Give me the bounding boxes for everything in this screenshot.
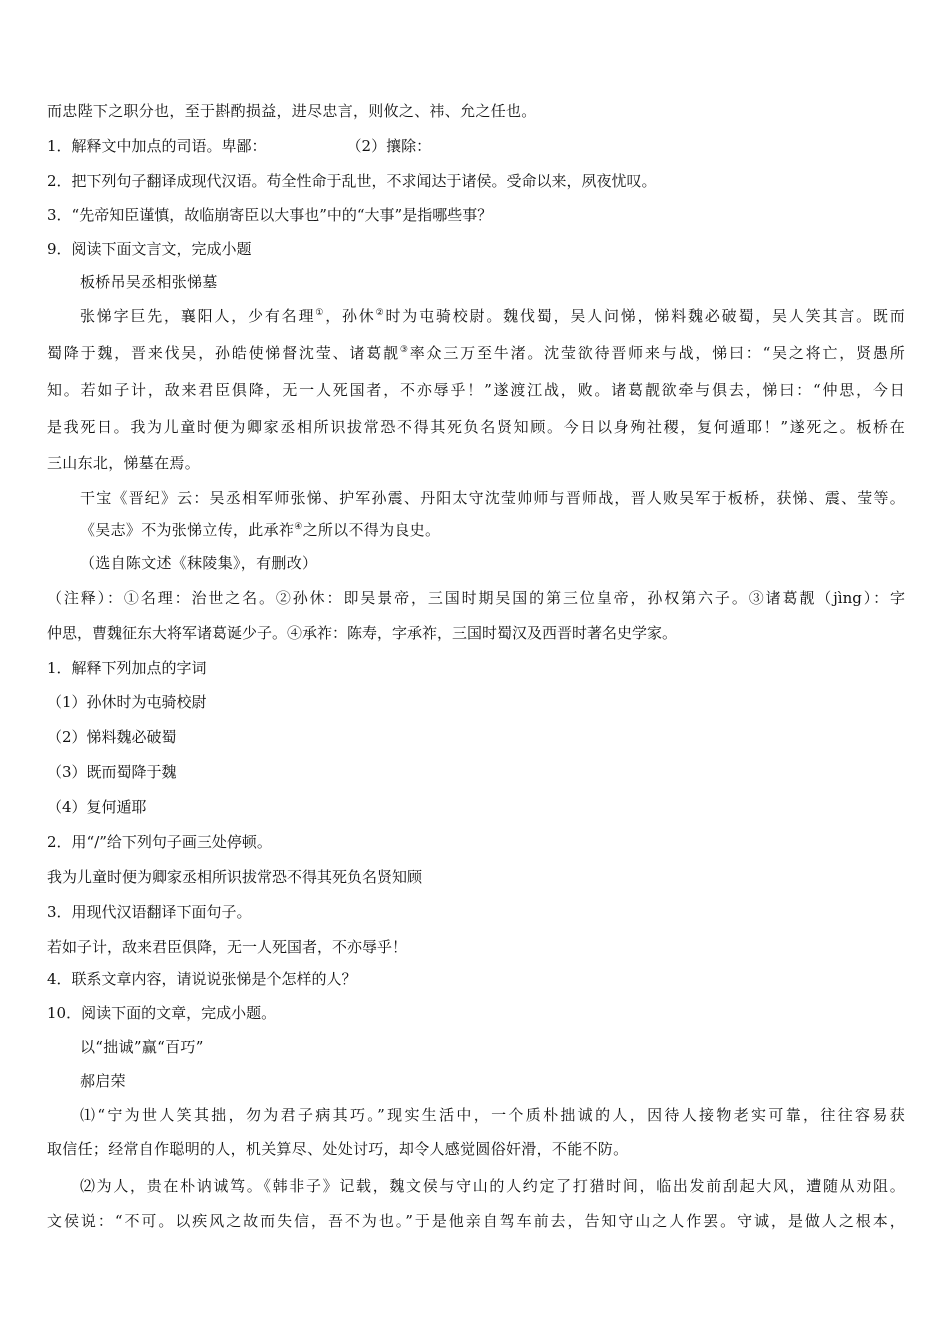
article-title: 以“拙诚”赢“百巧” bbox=[80, 1038, 204, 1056]
passage-line: 三山东北，悌墓在焉。 bbox=[47, 454, 201, 472]
question-item: （2）悌料魏必破蜀 bbox=[47, 728, 177, 746]
annotation-line: 仲思，曹魏征东大将军诸葛诞少子。④承祚：陈寿，字承祚，三国时蜀汉及西晋时著名史学家。 bbox=[47, 624, 678, 642]
question-line: 2．把下列句子翻译成现代汉语。苟全性命于乱世，不求闻达于诸侯。受命以来，夙夜忧叹。 bbox=[47, 172, 657, 190]
passage-line: 干宝《晋纪》云：吴丞相军师张悌、护军孙震、丹阳太守沈莹帅师与晋师战，晋人败吴军于板桥，获悌、震、莹等。 bbox=[80, 489, 905, 507]
article-line: ⑵为人，贵在朴讷诚笃。《韩非子》记载，魏文侯与守山的人约定了打猎时间，临出发前刮起大风，遭随从劝阻。 bbox=[80, 1177, 905, 1195]
question-item: （1）孙休时为屯骑校尉 bbox=[47, 693, 207, 711]
passage-line: 蜀降于魏，晋来伐吴，孙皓使悌督沈莹、诸葛靓③率众三万至牛渚。沈莹欲待晋师来与战，悌曰：“吴之将亡，贤愚所 bbox=[47, 344, 906, 362]
passage-source: （选自陈文述《秣陵集》，有删改） bbox=[80, 554, 318, 572]
passage-line: 张悌字巨先，襄阳人，少有名理①，孙休②时为屯骑校尉。魏伐蜀，吴人问悌，悌料魏必破蜀，吴人笑其言。既而 bbox=[80, 307, 906, 325]
article-author: 郝启荣 bbox=[80, 1072, 126, 1090]
question-line: 3．用现代汉语翻译下面句子。 bbox=[47, 903, 252, 921]
text-line: 而忠陛下之职分也，至于斟酌损益，进尽忠言，则攸之、祎、允之任也。 bbox=[47, 102, 537, 120]
question-text: 若如子计，敌来君臣俱降，无一人死国者，不亦辱乎！ bbox=[47, 938, 408, 956]
section-heading: 9．阅读下面文言文，完成小题 bbox=[47, 240, 252, 258]
question-line: 3．“先帝知臣谨慎，故临崩寄臣以大事也”中的“大事”是指哪些事？ bbox=[47, 206, 493, 224]
article-line: ⑴“宁为世人笑其拙，勿为君子病其巧。”现实生活中，一个质朴拙诚的人，因待人接物老实可靠，往往容易获 bbox=[80, 1106, 905, 1124]
question-line: 4．联系文章内容，请说说张悌是个怎样的人？ bbox=[47, 970, 357, 988]
passage-title: 板桥吊吴丞相张悌墓 bbox=[80, 273, 218, 291]
section-heading: 10．阅读下面的文章，完成小题。 bbox=[47, 1004, 277, 1022]
question-item: （4）复何遁耶 bbox=[47, 798, 147, 816]
question-line: 1．解释下列加点的字词 bbox=[47, 659, 207, 677]
question-line: 2．用“/”给下列句子画三处停顿。 bbox=[47, 833, 272, 851]
question-text: 我为儿童时便为卿家丞相所识拔常恐不得其死负名贤知顾 bbox=[47, 868, 423, 886]
question-line: 1．解释文中加点的司语。卑鄙： （2）攘除： bbox=[47, 137, 432, 155]
article-line: 取信任；经常自作聪明的人，机关算尽、处处讨巧，却令人感觉圆俗奸滑，不能不防。 bbox=[47, 1140, 629, 1158]
article-line: 文侯说：“不可。以疾风之故而失信，吾不为也。”于是他亲自驾车前去，告知守山之人作罢。守诚，是做人之根本， bbox=[47, 1212, 905, 1230]
question-item: （3）既而蜀降于魏 bbox=[47, 763, 177, 781]
passage-line: 是我死日。我为儿童时便为卿家丞相所识拔常恐不得其死负名贤知顾。今日以身殉社稷，复何遁耶！”遂死之。板桥在 bbox=[47, 418, 905, 436]
passage-line: 知。若如子计，敌来君臣俱降，无一人死国者，不亦辱乎！”遂渡江战，败。诸葛靓欲牵与俱去，悌曰：“仲思，今日 bbox=[47, 381, 905, 399]
annotation-line: （注释）：①名理：治世之名。②孙休：即吴景帝，三国时期吴国的第三位皇帝，孙权第六子。③诸葛靓（jìng）：字 bbox=[47, 589, 905, 607]
passage-line: 《吴志》不为张悌立传，此承祚④之所以不得为良史。 bbox=[80, 521, 441, 539]
